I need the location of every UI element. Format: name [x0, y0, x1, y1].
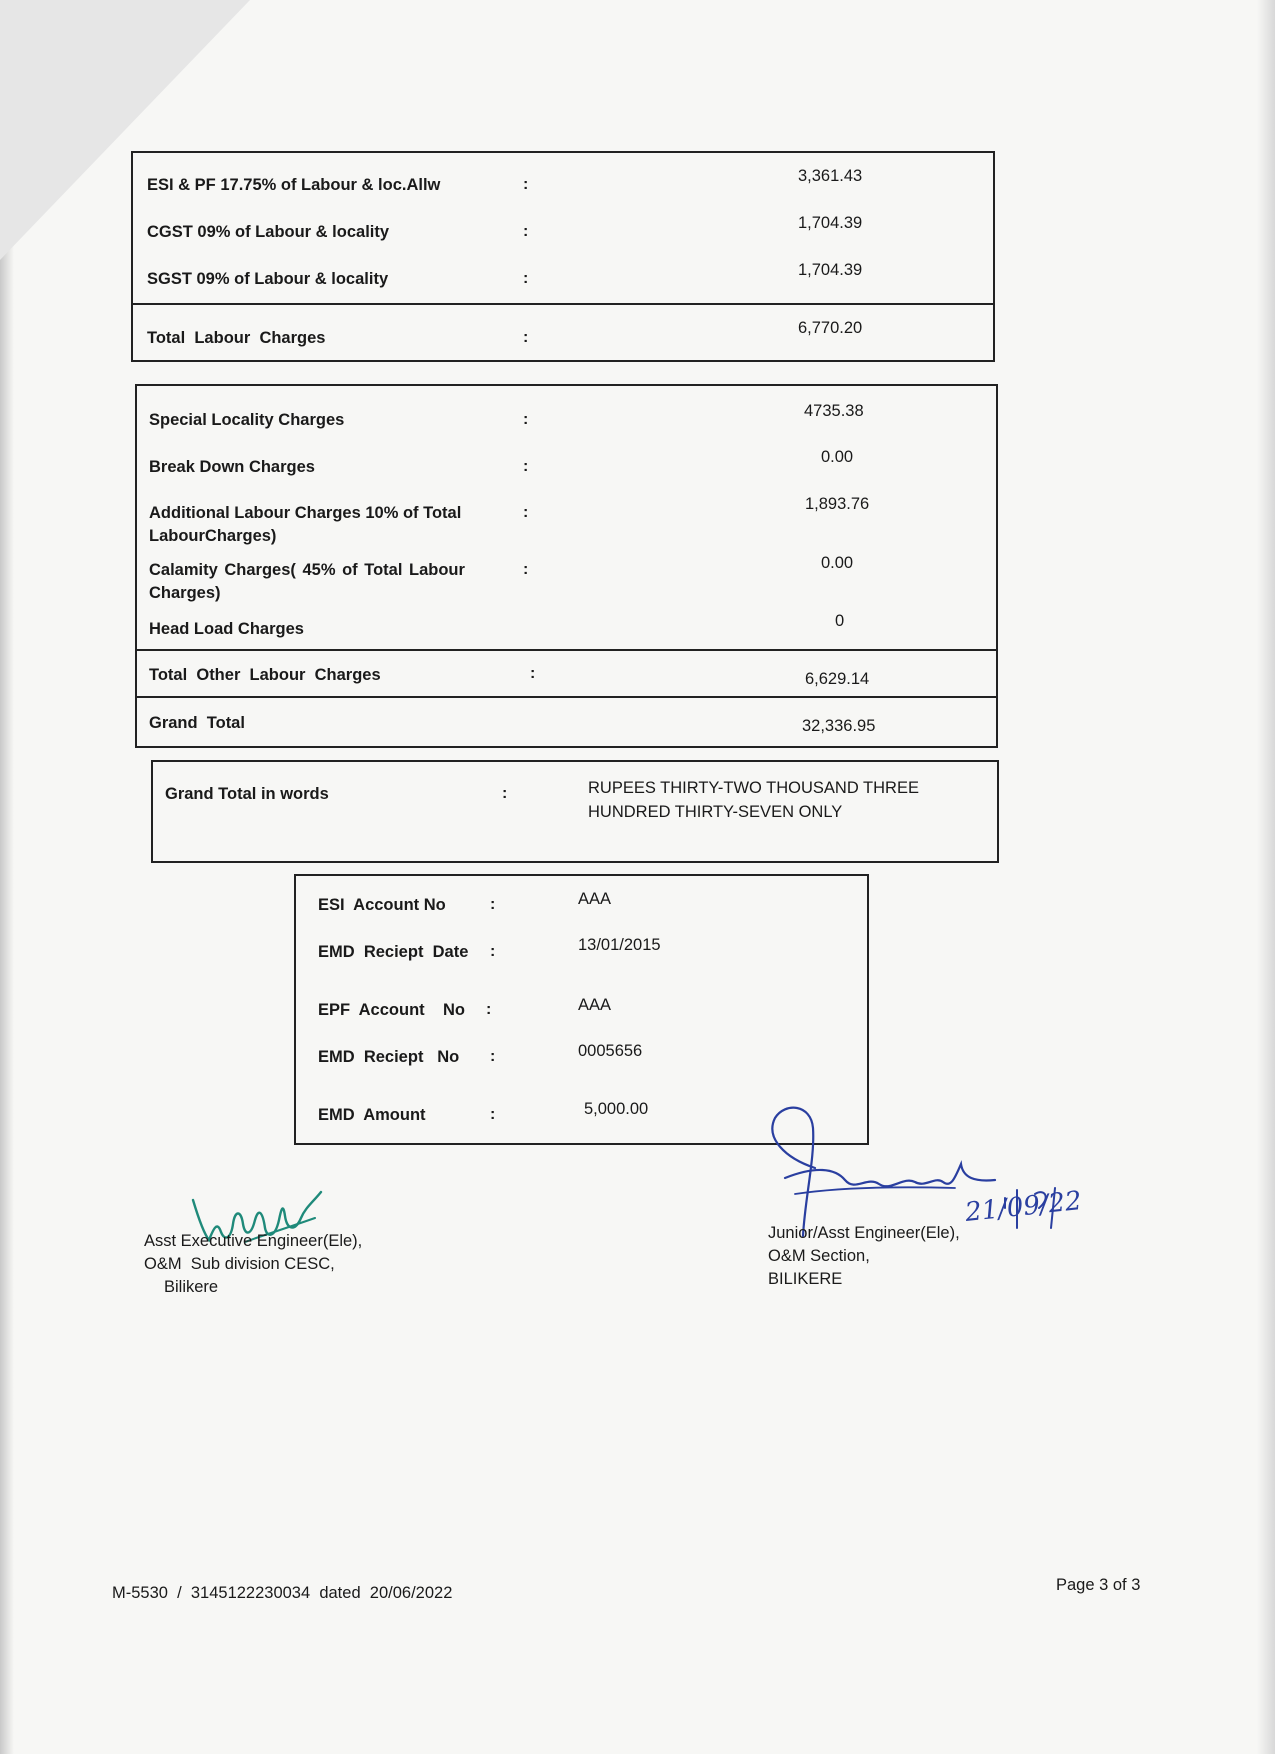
grand-total-words-value: RUPEES THIRTY-TWO THOUSAND THREE HUNDRED THIRTY-SEVEN ONLY: [588, 779, 919, 821]
esi-pf-colon: :: [523, 176, 529, 193]
grand-total-words-label: Grand Total in words: [165, 785, 329, 803]
scan-right-edge: [1257, 0, 1275, 1754]
emd-receipt-no-colon: :: [490, 1048, 496, 1065]
total-labour-label: Total Labour Charges: [147, 329, 326, 347]
epf-account-value: AAA: [578, 996, 612, 1014]
sgst-value: 1,704.39: [798, 261, 863, 279]
emd-receipt-date-value: 13/01/2015: [578, 936, 661, 954]
emd-receipt-no-label: EMD Reciept No: [318, 1048, 460, 1066]
total-other-value: 6,629.14: [805, 670, 870, 688]
sgst-label: SGST 09% of Labour & locality: [147, 270, 389, 288]
epf-account-colon: :: [486, 1001, 492, 1018]
esi-pf-value: 3,361.43: [798, 167, 863, 185]
epf-account-label: EPF Account No: [318, 1001, 465, 1019]
handwritten-date: 21/09/22: [963, 1185, 1084, 1229]
additional-labour-label: Additional Labour Charges 10% of Total LabourCharges): [149, 504, 462, 545]
break-down-colon: :: [523, 458, 529, 475]
labour-total-divider: [133, 303, 993, 305]
calamity-value: 0.00: [821, 554, 854, 572]
total-labour-colon: :: [523, 329, 529, 346]
break-down-label: Break Down Charges: [149, 458, 315, 476]
esi-pf-label: ESI & PF 17.75% of Labour & loc.Allw: [147, 176, 441, 194]
left-signatory-office: O&M Sub division CESC,: [144, 1255, 335, 1273]
esi-account-value: AAA: [578, 890, 612, 908]
footer-reference: M-5530 / 3145122230034 dated 20/06/2022: [112, 1584, 453, 1602]
emd-amount-value: 5,000.00: [584, 1100, 649, 1118]
right-signatory-place: BILIKERE: [768, 1270, 843, 1288]
special-locality-colon: :: [523, 411, 529, 428]
esi-account-label: ESI Account No: [318, 896, 446, 914]
emd-receipt-date-label: EMD Reciept Date: [318, 943, 469, 961]
head-load-value: 0: [835, 612, 845, 630]
left-signatory-block: [144, 1230, 362, 1299]
grand-total-label: Grand Total: [149, 714, 245, 732]
sgst-colon: :: [523, 270, 529, 287]
grand-total-words-box: [151, 760, 999, 863]
cgst-colon: :: [523, 223, 529, 240]
additional-labour-colon: :: [523, 504, 529, 521]
grand-total-words-colon: :: [502, 785, 508, 802]
special-locality-value: 4735.38: [804, 402, 864, 420]
left-signatory-place: Bilikere: [164, 1278, 219, 1296]
head-load-label: Head Load Charges: [149, 620, 304, 638]
cgst-value: 1,704.39: [798, 214, 863, 232]
esi-account-colon: :: [490, 896, 496, 913]
other-total-divider: [137, 649, 996, 651]
grand-total-value: 32,336.95: [802, 717, 876, 735]
emd-receipt-no-value: 0005656: [578, 1042, 643, 1060]
right-signatory-office: O&M Section,: [768, 1247, 870, 1265]
special-locality-label: Special Locality Charges: [149, 411, 345, 429]
total-labour-value: 6,770.20: [798, 319, 863, 337]
emd-amount-colon: :: [490, 1106, 496, 1123]
left-signatory-title: Asst Executive Engineer(Ele),: [144, 1232, 363, 1250]
labour-charges-box: [131, 151, 995, 362]
right-signatory-title: Junior/Asst Engineer(Ele),: [768, 1224, 960, 1242]
right-signatory-block: [768, 1222, 960, 1291]
break-down-value: 0.00: [821, 448, 854, 466]
emd-receipt-date-colon: :: [490, 943, 496, 960]
total-other-label: Total Other Labour Charges: [149, 666, 381, 684]
cgst-label: CGST 09% of Labour & locality: [147, 223, 390, 241]
scan-left-shadow: [0, 0, 14, 1754]
calamity-label: Calamity Charges( 45% of Total Labour Charges): [149, 561, 465, 602]
page-number: Page 3 of 3: [1056, 1576, 1141, 1594]
emd-amount-label: EMD Amount: [318, 1106, 426, 1124]
grand-total-divider: [137, 696, 996, 698]
calamity-colon: :: [523, 561, 529, 578]
additional-labour-value: 1,893.76: [805, 495, 870, 513]
total-other-colon: :: [530, 665, 536, 682]
other-charges-box: [135, 384, 998, 748]
